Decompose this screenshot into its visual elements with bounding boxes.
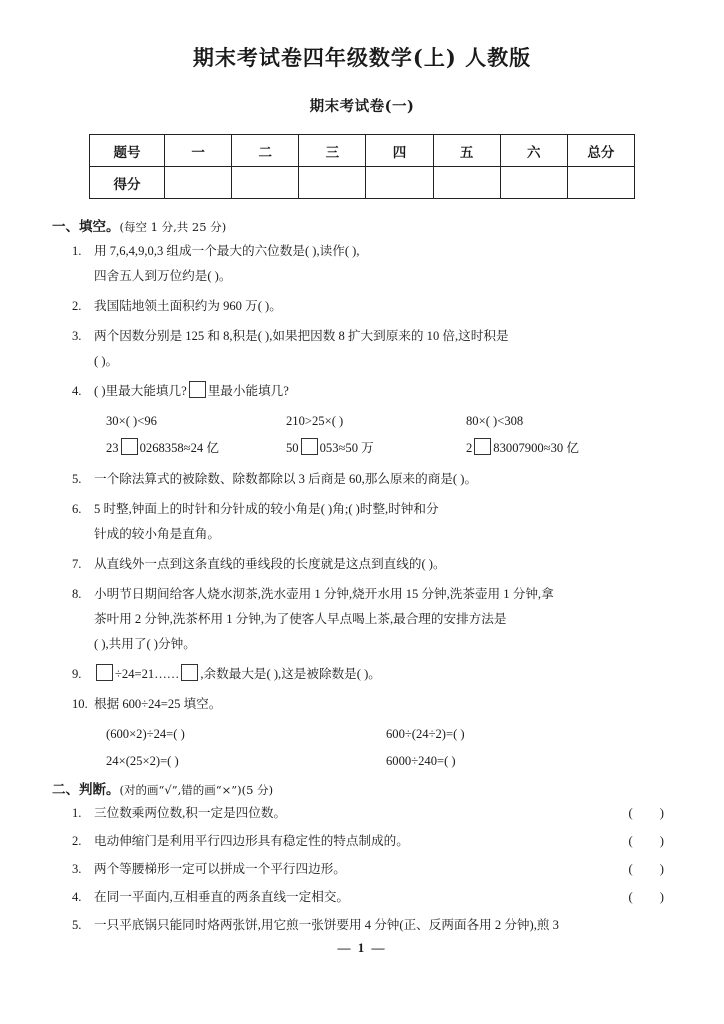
question-5	[48, 467, 676, 492]
question-text-part-b: ,余数最大是( ),这是被除数是( )。	[200, 666, 381, 681]
answer-paren[interactable]: ( )	[628, 834, 676, 848]
score-table-header-cell: 一	[165, 135, 232, 167]
expression-cell: 6000÷240=( )	[386, 753, 456, 768]
question-text-line1: 小明节日期间给客人烧水沏茶,洗水壶用 1 分钟,烧开水用 15 分钟,洗茶壶用 1 分钟,拿	[94, 586, 554, 601]
expression-cell	[466, 436, 646, 461]
question-text-line1: 5 时整,钟面上的时针和分针成的较小角是( )角;( )时整,时钟和分	[94, 501, 439, 516]
question-10-expression-row-1	[48, 722, 676, 747]
true-false-item-2	[48, 829, 676, 854]
answer-box-icon[interactable]	[301, 438, 318, 455]
question-number: 3.	[72, 328, 82, 343]
page-subtitle: 期末考试卷(一)	[309, 98, 415, 115]
expression-prefix: 23	[106, 440, 119, 455]
expression-cell: 80×( )<308	[466, 413, 524, 428]
page-title: 期末考试卷四年级数学(上) 人教版	[192, 45, 532, 70]
question-number: 5.	[72, 471, 82, 486]
true-false-item-3	[48, 857, 676, 882]
question-text-line1: 从直线外一点到这条直线的垂线段的长度就是这点到直线的( )。	[94, 556, 446, 571]
score-table-header-cell: 三	[299, 135, 366, 167]
question-9	[48, 662, 676, 687]
score-cell[interactable]	[433, 167, 500, 199]
answer-box-icon[interactable]	[121, 438, 138, 455]
score-table-header-cell: 六	[500, 135, 567, 167]
question-text-line1: 用 7,6,4,9,0,3 组成一个最大的六位数是( ),读作( ),	[94, 243, 360, 258]
item-text: 三位数乘两位数,积一定是四位数。	[94, 806, 287, 820]
score-cell[interactable]	[232, 167, 299, 199]
question-text-line1b: 里最小能填几?	[207, 383, 289, 398]
item-number: 1.	[72, 806, 82, 820]
score-row-label: 得分	[90, 167, 165, 199]
score-table-header-cell: 题号	[90, 135, 165, 167]
expression-prefix: 2	[466, 440, 473, 455]
score-table-header-cell: 五	[433, 135, 500, 167]
item-text: 在同一平面内,互相垂直的两条直线一定相交。	[94, 890, 350, 904]
score-table-header-cell: 二	[232, 135, 299, 167]
expression-cell: (600×2)÷24=( )	[106, 726, 185, 741]
section-heading-text: 一、填空。	[52, 219, 120, 235]
question-6	[48, 497, 676, 547]
expression-cell: 600÷(24÷2)=( )	[386, 726, 465, 741]
score-cell[interactable]	[500, 167, 567, 199]
question-number: 10.	[72, 696, 88, 711]
question-text-line2: ( )。	[94, 353, 119, 368]
true-false-item-4	[48, 885, 676, 910]
answer-box-icon[interactable]	[96, 664, 113, 681]
section-heading-fill-blank	[48, 221, 676, 235]
item-number: 3.	[72, 862, 82, 876]
score-table-header-cell: 总分	[567, 135, 634, 167]
question-10	[48, 692, 676, 717]
score-table	[89, 134, 635, 199]
question-text-line1: 我国陆地领土面积约为 960 万( )。	[94, 298, 282, 313]
item-number: 2.	[72, 834, 82, 848]
question-8	[48, 582, 676, 657]
question-7	[48, 552, 676, 577]
question-number: 6.	[72, 501, 82, 516]
question-3	[48, 324, 676, 374]
expression-cell: 30×( )<96	[106, 413, 157, 428]
score-cell[interactable]	[299, 167, 366, 199]
question-text-line2: 四舍五人到万位约是( )。	[94, 268, 232, 283]
question-number: 8.	[72, 586, 82, 601]
expression-cell: 210>25×( )	[286, 413, 344, 428]
score-table-header-cell: 四	[366, 135, 433, 167]
expression-suffix: 0268358≈24 亿	[139, 440, 219, 455]
section-heading-text: 二、判断。	[52, 781, 120, 798]
score-cell[interactable]	[366, 167, 433, 199]
question-4-expression-row-2	[48, 436, 676, 461]
expression-cell	[286, 436, 466, 461]
question-text-line2: 针成的较小角是直角。	[94, 526, 220, 541]
question-text-line3: ( ),共用了( )分钟。	[94, 636, 196, 651]
question-4	[48, 379, 676, 404]
answer-paren[interactable]: ( )	[628, 862, 676, 876]
true-false-item-5	[48, 913, 676, 938]
expression-cell	[106, 436, 286, 461]
answer-box-icon[interactable]	[474, 438, 491, 455]
question-4-expression-row-1	[48, 409, 676, 434]
section-scoring-note: (每空 1 分,共 25 分)	[119, 220, 227, 234]
question-text-part-a: ÷24=21……	[115, 666, 180, 681]
page-number: — 1 —	[337, 940, 387, 955]
question-2	[48, 294, 676, 319]
answer-paren[interactable]: ( )	[628, 806, 676, 820]
answer-paren[interactable]: ( )	[628, 890, 676, 904]
expression-prefix: 50	[286, 440, 299, 455]
true-false-item-1	[48, 801, 676, 826]
question-text-line2: 茶叶用 2 分钟,洗茶杯用 1 分钟,为了使客人早点喝上茶,最合理的安排方法是	[94, 611, 507, 626]
score-table-row	[90, 167, 635, 199]
question-text-line1: ( )里最大能填几?	[94, 383, 187, 398]
score-table-container	[89, 134, 635, 199]
score-cell[interactable]	[567, 167, 634, 199]
expression-suffix: 83007900≈30 亿	[493, 440, 579, 455]
expression-suffix: 053≈50 万	[319, 440, 374, 455]
question-number: 4.	[72, 383, 82, 398]
expression-cell: 24×(25×2)=( )	[106, 753, 179, 768]
question-text-line1: 根据 600÷24=25 填空。	[94, 696, 222, 711]
answer-box-icon[interactable]	[181, 664, 198, 681]
question-10-expression-row-2	[48, 749, 676, 774]
item-number: 4.	[72, 890, 82, 904]
score-cell[interactable]	[165, 167, 232, 199]
answer-box-icon[interactable]	[189, 381, 206, 398]
exam-content	[48, 199, 676, 938]
question-number: 9.	[72, 666, 82, 681]
item-text: 一只平底锅只能同时烙两张饼,用它煎一张饼要用 4 分钟(正、反两面各用 2 分钟),煎 3	[94, 918, 559, 932]
item-number: 5.	[72, 918, 82, 932]
item-text: 两个等腰梯形一定可以拼成一个平行四边形。	[94, 862, 346, 876]
question-text-line1: 两个因数分别是 125 和 8,积是( ),如果把因数 8 扩大到原来的 10 倍,这时积是	[94, 328, 509, 343]
question-text-line1: 一个除法算式的被除数、除数都除以 3 后商是 60,那么原来的商是( )。	[94, 471, 478, 486]
question-number: 7.	[72, 556, 82, 571]
question-number: 2.	[72, 298, 82, 313]
item-text: 电动伸缩门是利用平行四边形具有稳定性的特点制成的。	[94, 834, 409, 848]
question-number: 1.	[72, 243, 82, 258]
question-1	[48, 239, 676, 289]
section-heading-true-false	[48, 781, 676, 798]
score-table-header-row	[90, 135, 635, 167]
section-scoring-note: (对的画“√”,错的画“×”)(5 分)	[119, 782, 274, 797]
